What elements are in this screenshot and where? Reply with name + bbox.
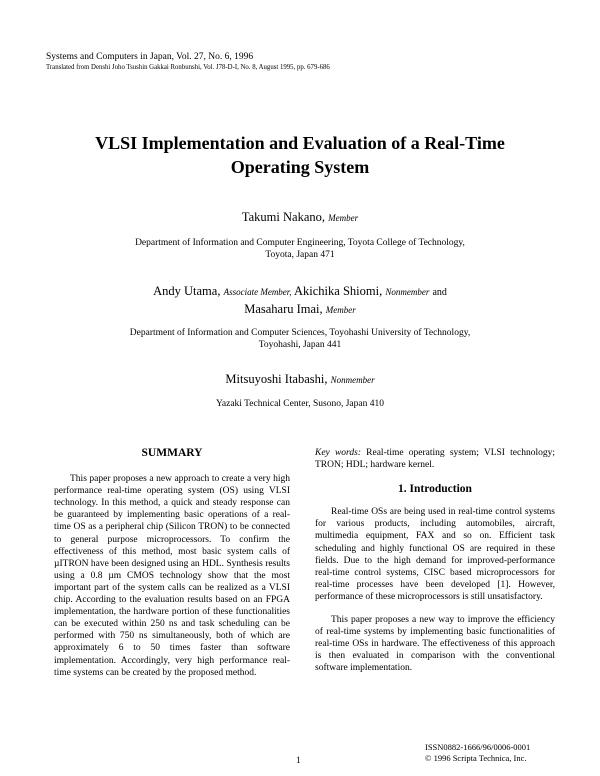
keywords-label: Key words: <box>315 448 361 458</box>
author-name: Masaharu Imai, <box>244 302 323 316</box>
copyright: © 1996 Scripta Technica, Inc. <box>425 753 527 763</box>
affiliation <box>40 237 560 261</box>
author-line <box>40 372 560 387</box>
author-line <box>40 284 560 300</box>
introduction-heading: 1. Introduction <box>398 483 472 496</box>
author-line <box>40 302 560 317</box>
affiliation-line: Yazaki Technical Center, Susono, Japan 410 <box>216 399 384 409</box>
affiliation-line: Department of Information and Computer Sciences, Toyohashi University of Technology, <box>129 328 471 338</box>
introduction-paragraph-2: This paper proposes a new way to improve the efficiency of real-time systems by implementing basic functionalities of real-time OSs in hardware. The effectiveness of this approach is then evaluated in comparison with the conventional software implementation. <box>315 615 555 674</box>
summary-heading: SUMMARY <box>141 447 203 459</box>
author-group-2 <box>40 284 560 351</box>
summary-text: This paper proposes a new approach to create a very high performance real-time operating system (OS) using VLSI technology. In this method, a quick and steady response can be guaranteed by implementing basic operations of a real-time OS as a peripheral chip (Silicon TRON) to be connected to general purpose microprocessors. To confirm the effectiveness of this method, most basic system calls of µITRON have been designed using an HDL. Synthesis results using a 0.8 µm CMOS technology show that the most important part of the system calls can be realized as a VLSI chip. According to the evaluation results based on an FPGA implementation, the hardware portion of these functionalities can be executed within 250 ns and task scheduling can be performed with 750 ns simultaneously, both of which are approximately 6 to 50 times faster than software implementation. Accordingly, very high performance real-time systems can be created by the proposed method. <box>54 474 290 678</box>
affiliation <box>40 398 560 410</box>
author-name: Andy Utama, <box>153 284 221 298</box>
paper-title-line-2: Operating System <box>230 157 370 177</box>
author-status: Nonmember <box>385 287 430 297</box>
author-status: Nonmember <box>330 375 375 385</box>
journal-header <box>46 52 330 72</box>
paper-title-line-1: VLSI Implementation and Evaluation of a Real-Time <box>95 133 505 153</box>
keywords-text: Real-time operating system; VLSI technology; TRON; HDL; hardware kernel. <box>315 448 555 471</box>
author-name: Akichika Shiomi, <box>294 284 383 298</box>
journal-citation: Systems and Computers in Japan, Vol. 27, No. 6, 1996 <box>46 52 254 62</box>
left-column <box>54 447 290 679</box>
author-group-3 <box>40 372 560 410</box>
footer-info <box>425 742 530 764</box>
author-status: Member <box>328 213 359 223</box>
affiliation-line: Toyota, Japan 471 <box>265 250 335 260</box>
author-status: Member <box>325 305 356 315</box>
author-status: Associate Member, <box>223 287 292 297</box>
translation-source: Translated from Denshi Joho Tsushin Gakkai Ronbunshi, Vol. J78-D-I, No. 8, August 1995, pp. 679-686 <box>46 64 330 71</box>
page-number: 1 <box>296 756 301 766</box>
affiliation-line: Department of Information and Computer Engineering, Toyota College of Technology, <box>135 238 465 248</box>
author-line <box>40 210 560 225</box>
issn: ISSN0882-1666/96/0006-0001 <box>425 742 531 752</box>
conjunction: and <box>432 287 447 298</box>
introduction-paragraph-1: Real-time OSs are being used in real-time control systems for various products, including automobiles, aircraft, multimedia equipment, FAX and so on. Efficient task scheduling and highly functional OS are required in these fields. Due to the high demand for improved-performance real-time control systems, CISC based microprocessors for real-time processes have been developed [1]. However, performance of these microprocessors is still unsatisfactory. <box>315 507 555 602</box>
affiliation-line: Toyohashi, Japan 441 <box>258 340 342 350</box>
paper-title <box>40 131 560 179</box>
keywords <box>315 447 555 471</box>
author-group-1 <box>40 210 560 261</box>
author-name: Mitsuyoshi Itabashi, <box>225 372 328 386</box>
author-name: Takumi Nakano, <box>241 210 325 224</box>
affiliation <box>40 327 560 351</box>
right-column <box>315 447 555 675</box>
